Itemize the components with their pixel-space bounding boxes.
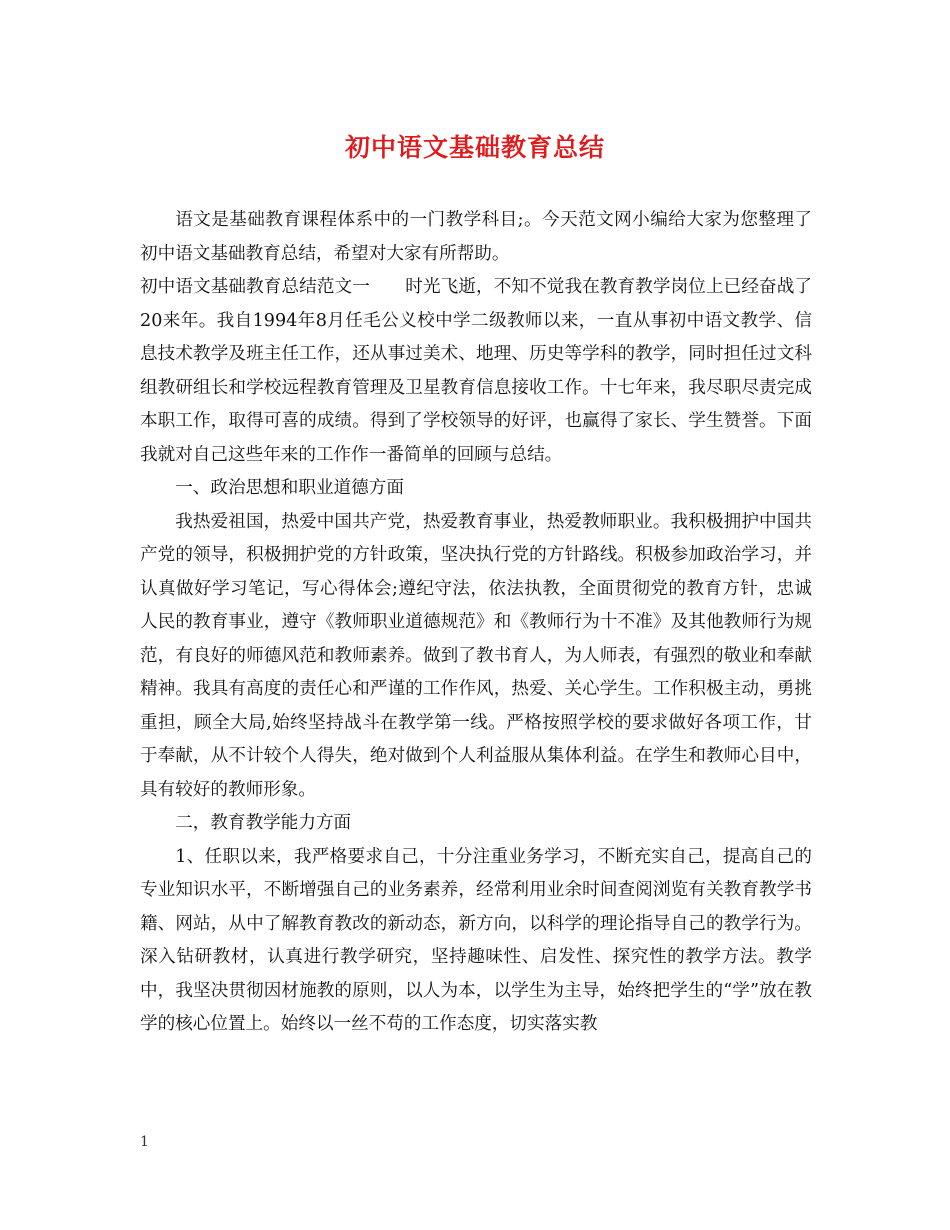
paragraph-political: 我热爱祖国，热爱中国共产党，热爱教育事业，热爱教师职业。我积极拥护中国共产党的领导，积极拥护党的方针政策，坚决执行党的方针路线。积极参加政治学习，并认真做好学习笔记，写心得体会;遵纪守法，依法执教，全面贯彻党的教育方针，忠诚人民的教育事业，遵守《教师职业道德规范》和《教师行为十不准》及其他教师行为规范，有良好的师德风范和教师素养。做到了教书育人，为人师表，有强烈的敬业和奉献精神。我具有高度的责任心和严谨的工作作风，热爱、关心学生。工作积极主动，勇挑重担，顾全大局,始终坚持战斗在教学第一线。严格按照学校的要求做好各项工作，甘于奉献，从不计较个人得失，绝对做到个人利益服从集体利益。在学生和教师心目中，具有较好的教师形象。 <box>140 511 812 800</box>
document-body <box>140 204 812 1042</box>
section-heading-political: 一、政治思想和职业道德方面 <box>175 478 404 498</box>
page-number: 1 <box>140 1134 149 1150</box>
paragraph-sample-one: 初中语文基础教育总结范文一 时光飞逝，不知不觉我在教育教学岗位上已经奋战了20来年。我自1994年8月任毛公义校中学二级教师以来，一直从事初中语文教学、信息技术教学及班主任工作，还从事过美术、地理、历史等学科的教学，同时担任过文科组教研组长和学校远程教育管理及卫星教育信息接收工作。十七年来，我尽职尽责完成本职工作，取得可喜的成绩。得到了学校领导的好评，也赢得了家长、学生赞誉。下面我就对自己这些年来的工作作一番简单的回顾与总结。 <box>140 277 812 465</box>
paragraph-intro: 语文是基础教育课程体系中的一门教学科目;。今天范文网小编给大家为您整理了初中语文基础教育总结，希望对大家有所帮助。 <box>140 210 812 264</box>
section-heading-teaching: 二，教育教学能力方面 <box>175 813 352 833</box>
document-title: 初中语文基础教育总结 <box>344 133 605 162</box>
paragraph-teaching: 1、任职以来，我严格要求自己，十分注重业务学习，不断充实自己，提高自己的专业知识水平，不断增强自己的业务素养，经常利用业余时间查阅浏览有关教育教学书籍、网站，从中了解教育教改的新动态，新方向，以科学的理论指导自己的教学行为。深入钻研教材，认真进行教学研究，坚持趣味性、启发性、探究性的教学方法。教学中，我坚决贯彻因材施教的原则，以人为本，以学生为主导，始终把学生的“学”放在教学的核心位置上。始终以一丝不苟的工作态度，切实落实教 <box>140 846 812 1034</box>
